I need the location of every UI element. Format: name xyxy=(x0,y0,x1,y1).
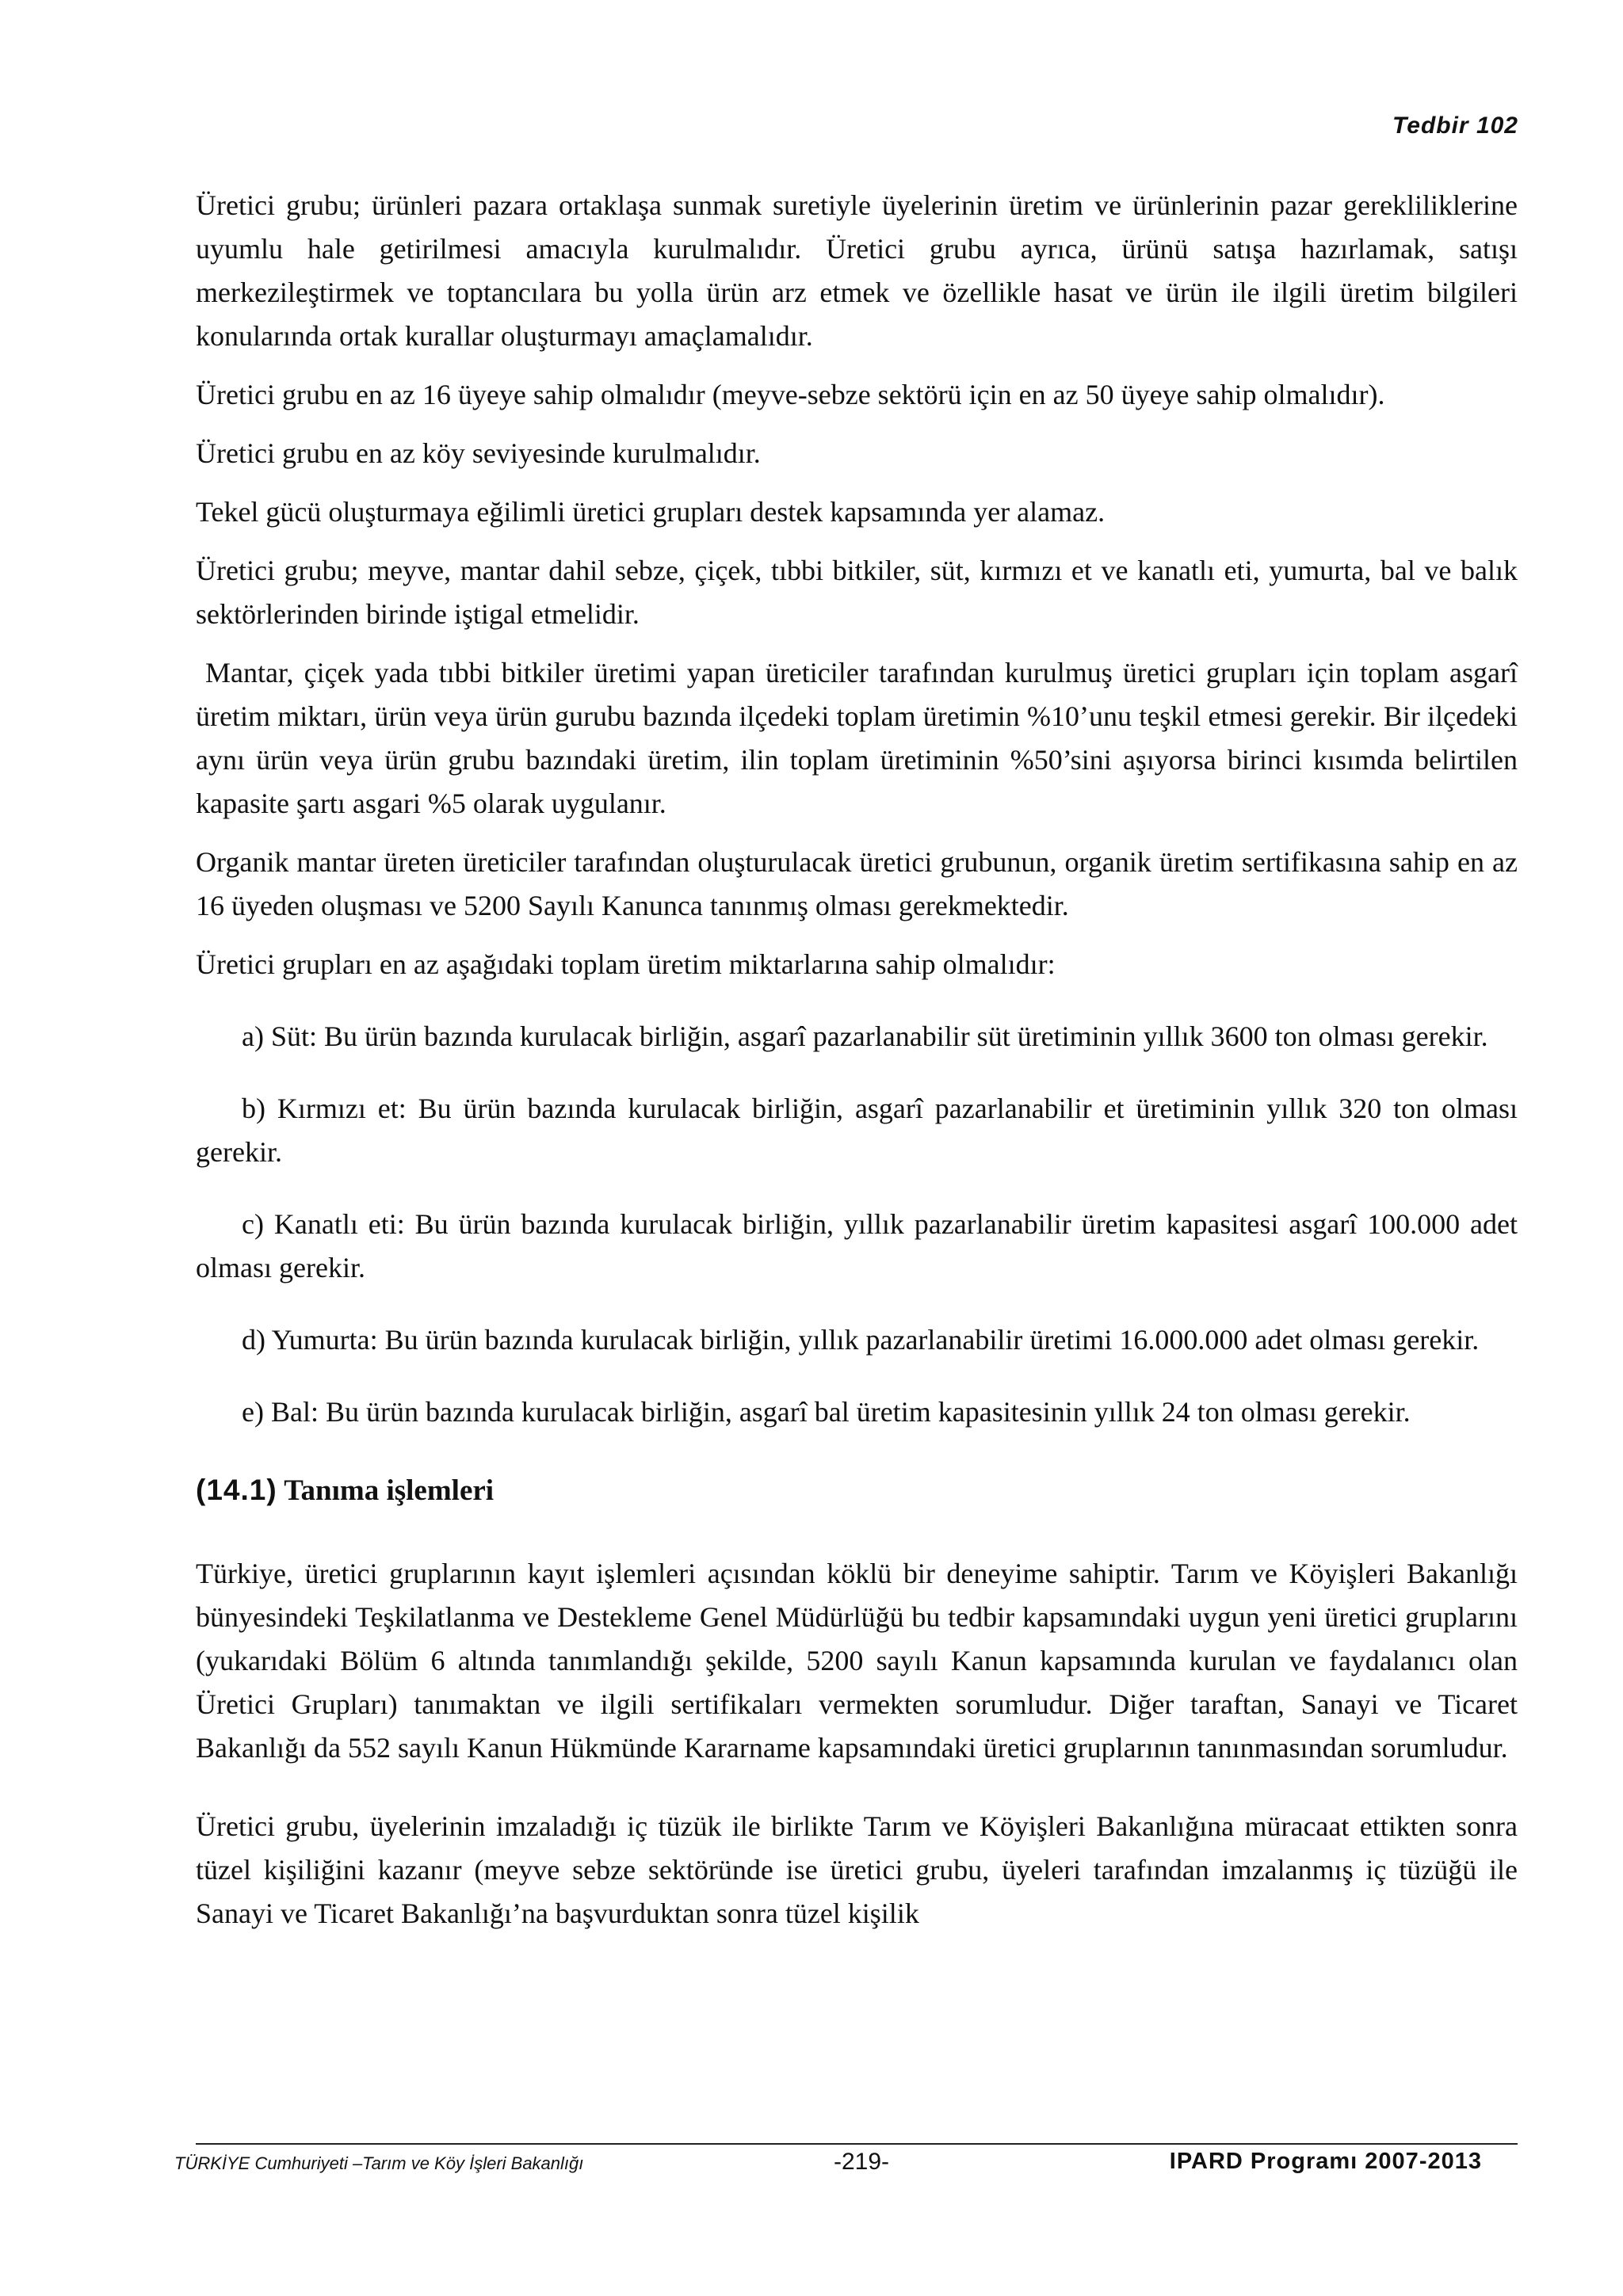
section-title: Tanıma işlemleri xyxy=(284,1474,495,1507)
list-item: c) Kanatlı eti: Bu ürün bazında kurulacak birliğin, yıllık pazarlanabilir üretim kapasitesi asgarî 100.000 adet olması gerekir. xyxy=(196,1208,1518,1283)
body-paragraph: Üretici grupları en az aşağıdaki toplam üretim miktarlarına sahip olmalıdır: xyxy=(196,948,1056,980)
body-paragraph: Türkiye, üretici gruplarının kayıt işlemleri açısından köklü bir deneyime sahiptir. Tarım ve Köyişleri Bakanlığı bünyesindeki Teşkilatlanma ve Destekleme Genel Müdürlüğü bu tedbir kapsamındaki uygun yeni üretici gruplarını (yukarıdaki Bölüm 6 altında tanımlandığı şekilde, 5200 sayılı Kanun kapsamında kurulan ve faydalanıcı olan Üretici Grupları) tanımaktan ve ilgili sertifikaları vermekten sorumludur. Diğer taraftan, Sanayi ve Ticaret Bakanlığı da 552 sayılı Kanun Hükmünde Kararname kapsamındaki üretici gruplarının tanınmasından sorumludur. xyxy=(196,1558,1518,1764)
body-paragraph: Organik mantar üreten üreticiler tarafından oluşturulacak üretici grubunun, organik üretim sertifikasına sahip en az 16 üyeden oluşması ve 5200 Sayılı Kanunca tanınmış olması gerekmektedir. xyxy=(196,846,1518,921)
body-paragraph: Üretici grubu en az köy seviyesinde kurulmalıdır. xyxy=(196,437,761,469)
section-heading xyxy=(196,1470,1518,1511)
page-number: -219- xyxy=(834,2149,890,2175)
footer-ministry: TÜRKİYE Cumhuriyeti –Tarım ve Köy İşleri Bakanlığı xyxy=(174,2153,584,2173)
footer-program: IPARD Programı 2007-2013 xyxy=(1169,2149,1482,2174)
body-paragraph: Mantar, çiçek yada tıbbi bitkiler üretimi yapan üreticiler tarafından kurulmuş üretici grupları için toplam asgarî üretim miktarı, ürün veya ürün gurubu bazında ilçedeki toplam üretimin %10’unu teşkil etmesi gerekir. Bir ilçedeki aynı ürün veya ürün grubu bazındaki üretim, ilin toplam üretiminin %50’sini aşıyorsa birinci kısımda belirtilen kapasite şartı asgari %5 olarak uygulanır. xyxy=(196,657,1518,819)
body-paragraph: Tekel gücü oluşturmaya eğilimli üretici grupları destek kapsamında yer alamaz. xyxy=(196,496,1106,528)
body-paragraph: Üretici grubu; meyve, mantar dahil sebze, çiçek, tıbbi bitkiler, süt, kırmızı et ve kanatlı eti, yumurta, bal ve balık sektörlerinden birinde iştigal etmelidir. xyxy=(196,555,1518,630)
page-body xyxy=(196,184,1518,1951)
body-paragraph: Üretici grubu, üyelerinin imzaladığı iç tüzük ile birlikte Tarım ve Köyişleri Bakanlığına müracaat ettikten sonra tüzel kişiliğini kazanır (meyve sebze sektöründe ise üretici grubu, üyeleri tarafından imzalanmış iç tüzüğü ile Sanayi ve Ticaret Bakanlığı’na başvurduktan sonra tüzel kişilik xyxy=(196,1810,1518,1929)
section-number: (14.1) xyxy=(196,1474,277,1506)
list-item: b) Kırmızı et: Bu ürün bazında kurulacak birliğin, asgarî pazarlanabilir et üretiminin yıllık 320 ton olması gerekir. xyxy=(196,1093,1518,1168)
list-item: d) Yumurta: Bu ürün bazında kurulacak birliğin, yıllık pazarlanabilir üretimi 16.000.000 adet olması gerekir. xyxy=(242,1324,1480,1356)
list-item: e) Bal: Bu ürün bazında kurulacak birliğin, asgarî bal üretim kapasitesinin yıllık 24 ton olması gerekir. xyxy=(242,1396,1411,1428)
footer-divider xyxy=(196,2143,1518,2145)
running-header: Tedbir 102 xyxy=(1392,113,1518,139)
body-paragraph: Üretici grubu en az 16 üyeye sahip olmalıdır (meyve-sebze sektörü için en az 50 üyeye sahip olmalıdır). xyxy=(196,379,1385,410)
body-paragraph: Üretici grubu; ürünleri pazara ortaklaşa sunmak suretiyle üyelerinin üretim ve ürünlerinin pazar gerekliliklerine uyumlu hale getirilmesi amacıyla kurulmalıdır. Üretici grubu ayrıca, ürünü satışa hazırlamak, satışı merkezileştirmek ve toptancılara bu yolla ürün arz etmek ve özellikle hasat ve ürün ile ilgili üretim bilgileri konularında ortak kurallar oluşturmayı amaçlamalıdır. xyxy=(196,189,1518,352)
list-item: a) Süt: Bu ürün bazında kurulacak birliğin, asgarî pazarlanabilir süt üretiminin yıllık 3600 ton olması gerekir. xyxy=(242,1020,1488,1052)
